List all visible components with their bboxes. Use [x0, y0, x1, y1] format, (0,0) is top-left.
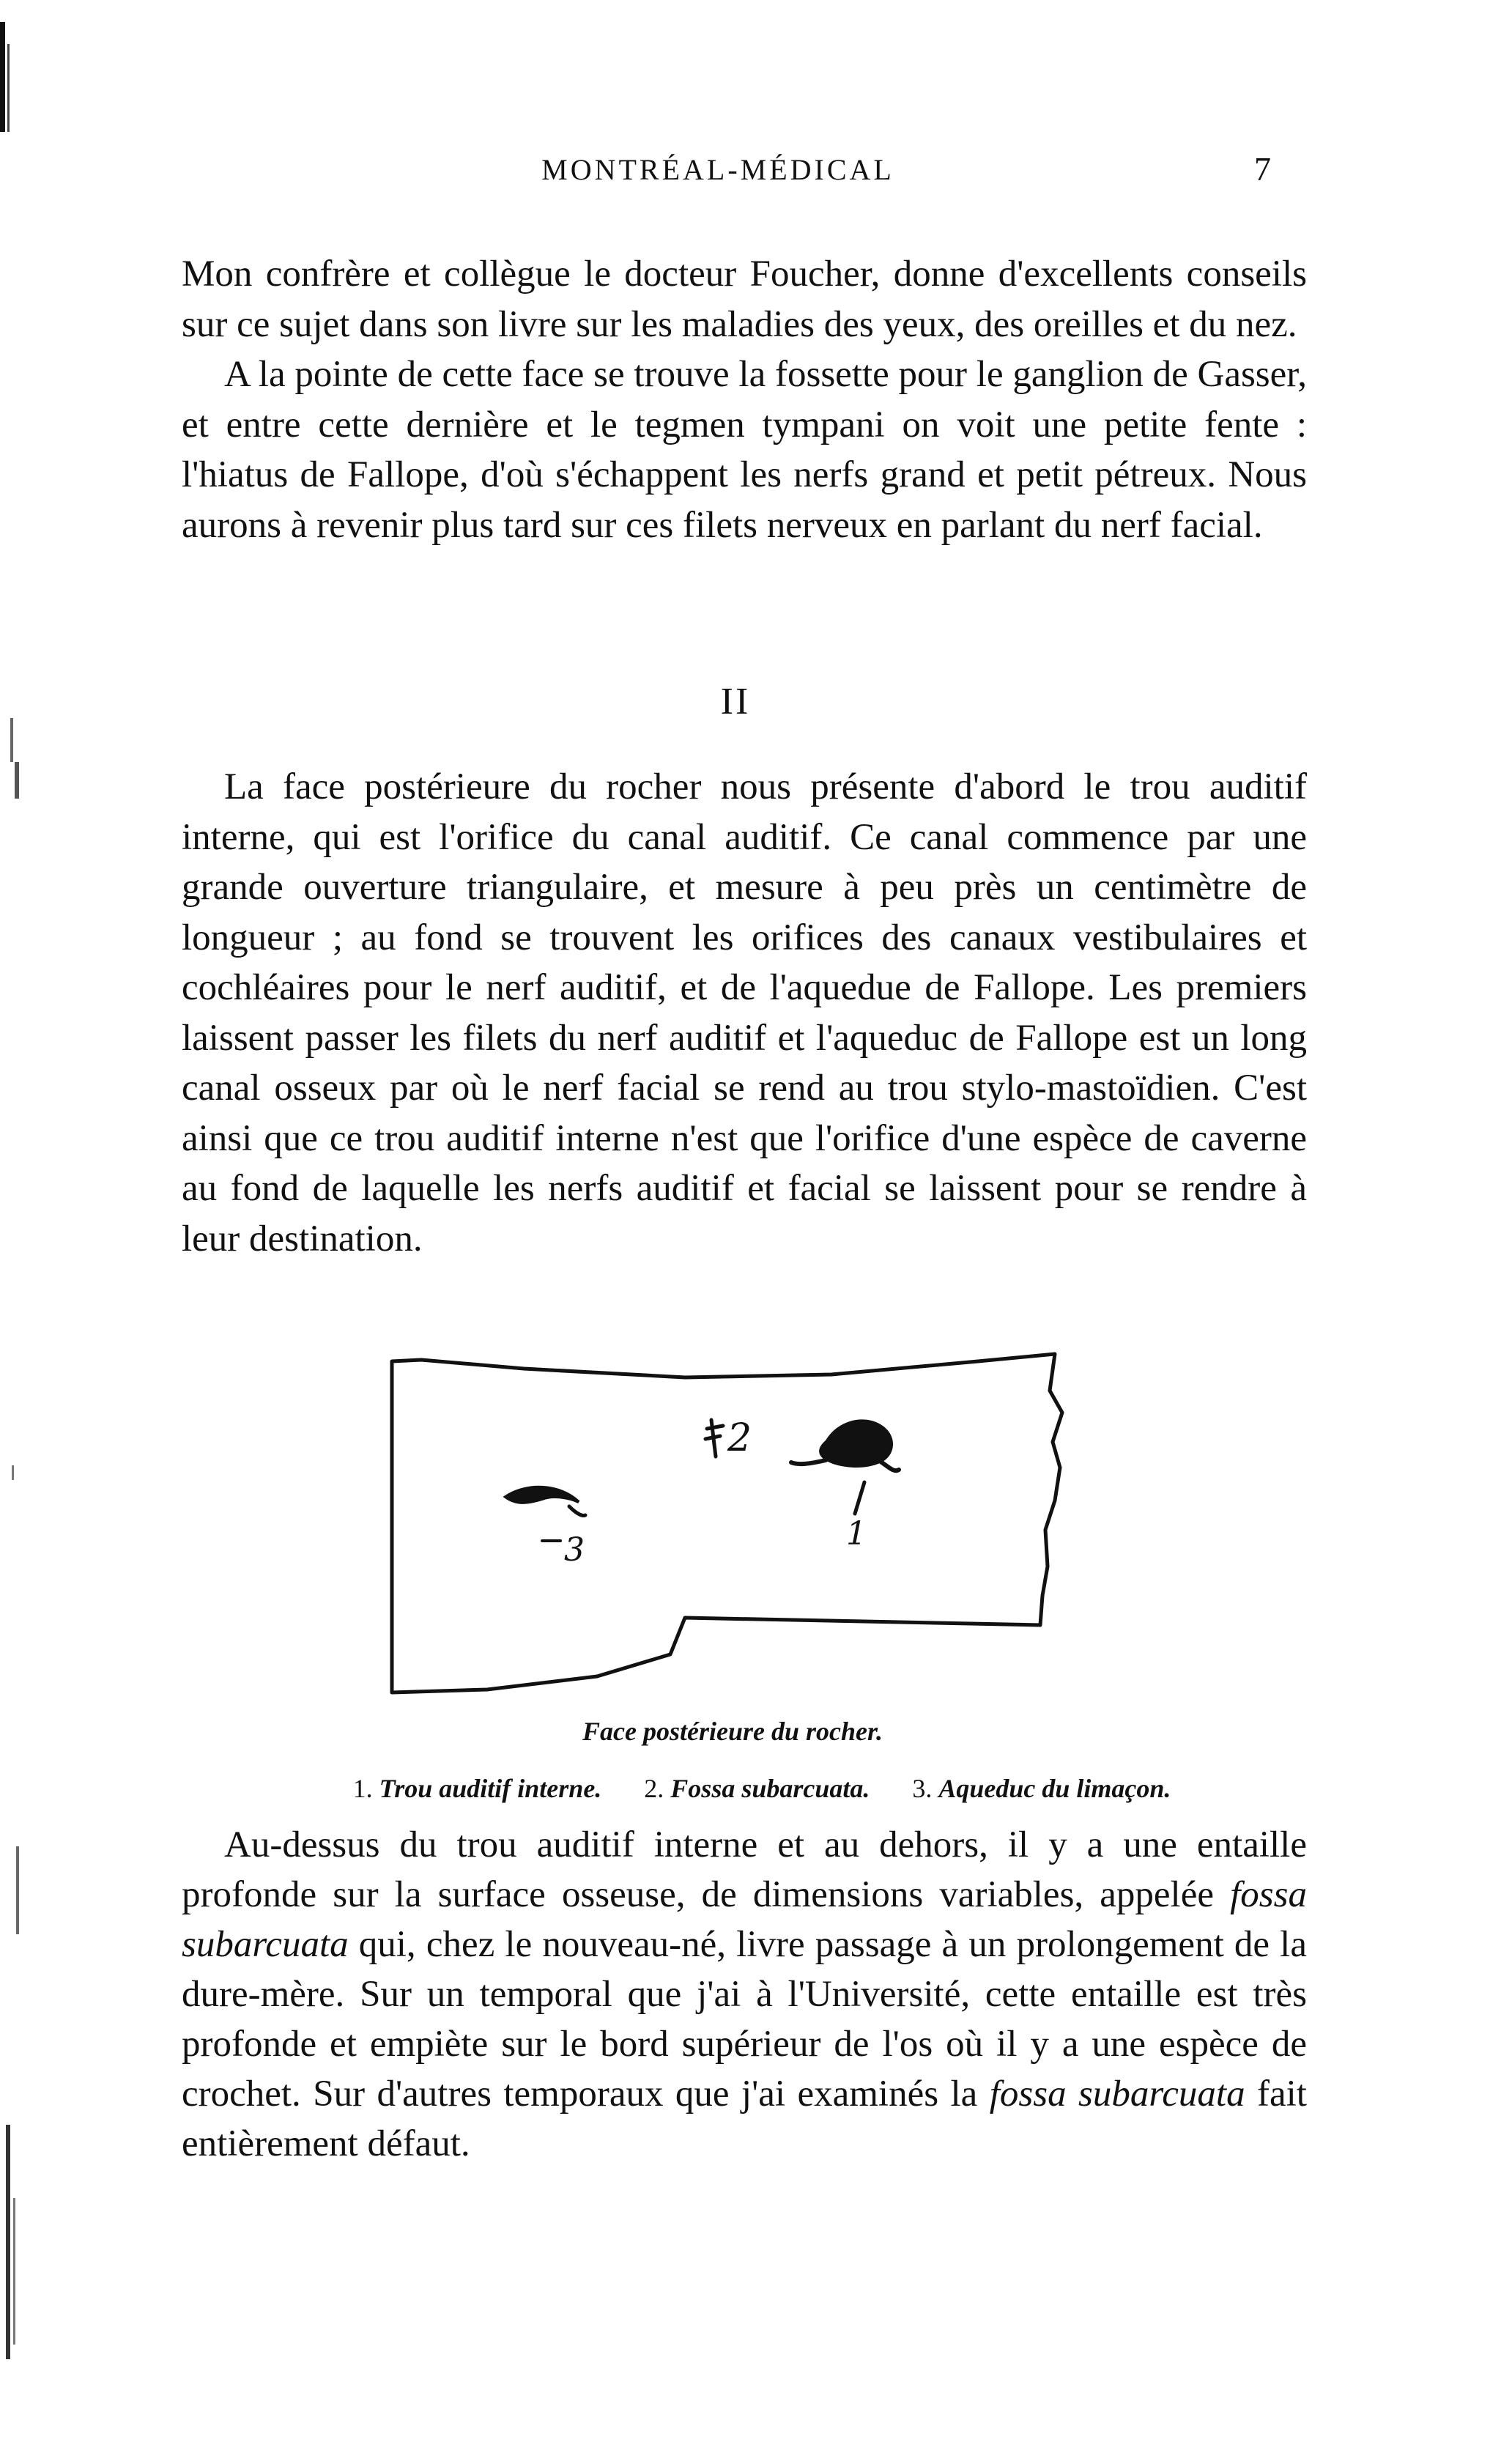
- auditory-meatus-hook: [880, 1461, 899, 1470]
- text-block-bottom: [182, 1820, 1307, 2169]
- text-block-top: [182, 249, 1307, 550]
- paragraph-text: qui, chez le nouveau-né, livre passage à un prolongement de la dure-mère. Sur un temporal que j'ai à l'Université, cette entaille est très profonde et empiète sur le bord supérieur de l'os où il y a une espèce de crochet. Sur d'autres temporaux que j'ai examinés la: [182, 1924, 1307, 2114]
- figure-label-2: 2: [727, 1416, 752, 1460]
- running-head: MONTRÉAL-MÉDICAL: [541, 153, 894, 186]
- paragraph: Mon confrère et collègue le docteur Foucher, donne d'excellents conseils sur ce sujet dans son livre sur les maladies des yeux, des oreilles et du nez.: [182, 254, 1307, 345]
- page-number: 7: [1254, 150, 1271, 188]
- scan-edge-artifact: [0, 0, 51, 2442]
- figure-posterior-face-drawing: [377, 1332, 1081, 1698]
- cochlear-aqueduct-tail: [569, 1506, 585, 1516]
- bone-sketch: [377, 1332, 1081, 1698]
- figure-label-3: 3: [564, 1531, 585, 1569]
- cochlear-aqueduct-mark: [505, 1487, 579, 1503]
- legend-number-1: 1.: [352, 1774, 373, 1803]
- paragraph-text: fait entièrement défaut.: [182, 2073, 1307, 2164]
- paragraph: La face postérieure du rocher nous présente d'abord le trou auditif interne, qui est l'orifice du canal auditif. Ce canal commence par une grande ouverture triangulaire, et mesure à peu près un centimètre de longueur ; au fond se trouvent les orifices des canaux vestibulaires et cochléaires pour le nerf auditif, et de l'aquedue de Fallope. Les premiers laissent passer les filets du nerf auditif et l'aqueduc de Fallope est un long canal osseux par où le nerf facial se rend au trou stylo-mastoïdien. C'est ainsi que ce trou auditif interne n'est que l'orifice d'une espèce de caverne au fond de laquelle les nerfs auditif et facial se laissent pour se rendre à leur destination.: [182, 766, 1307, 1259]
- figure-caption-title: Face postérieure du rocher.: [582, 1717, 883, 1746]
- figure-label-1: 1: [846, 1515, 867, 1553]
- figure-legend: [227, 1773, 1297, 1804]
- legend-number-3: 3.: [912, 1774, 933, 1803]
- paragraph: A la pointe de cette face se trouve la fossette pour le ganglion de Gasser, et entre cette dernière et le tegmen tympani on voit une petite fente : l'hiatus de Fallope, d'où s'échappent les nerfs grand et petit pétreux. Nous aurons à revenir plus tard sur ces filets nerveux en parlant du nerf facial.: [182, 354, 1307, 546]
- bone-outline: [392, 1354, 1062, 1692]
- paragraph-text: Au-dessus du trou auditif interne et au dehors, il y a une entaille profonde sur la surface osseuse, de dimensions variables, appelée: [182, 1824, 1307, 1915]
- paragraph: [182, 1820, 1307, 2169]
- legend-label-3: Aqueduc du limaçon.: [938, 1774, 1171, 1803]
- legend-number-2: 2.: [644, 1774, 664, 1803]
- legend-label-1: Trou auditif interne.: [379, 1774, 602, 1803]
- italic-term: fossa subarcuata: [989, 2073, 1245, 2114]
- legend-label-2: Fossa subarcuata.: [670, 1774, 870, 1803]
- italic-term: fossa subarcuata: [182, 1874, 1307, 1965]
- auditory-meatus-tail: [791, 1460, 826, 1464]
- handwritten-stroke: [705, 1420, 723, 1457]
- section-number: II: [720, 681, 751, 722]
- text-block-section: [182, 762, 1307, 1264]
- leader-line-1: [855, 1482, 864, 1514]
